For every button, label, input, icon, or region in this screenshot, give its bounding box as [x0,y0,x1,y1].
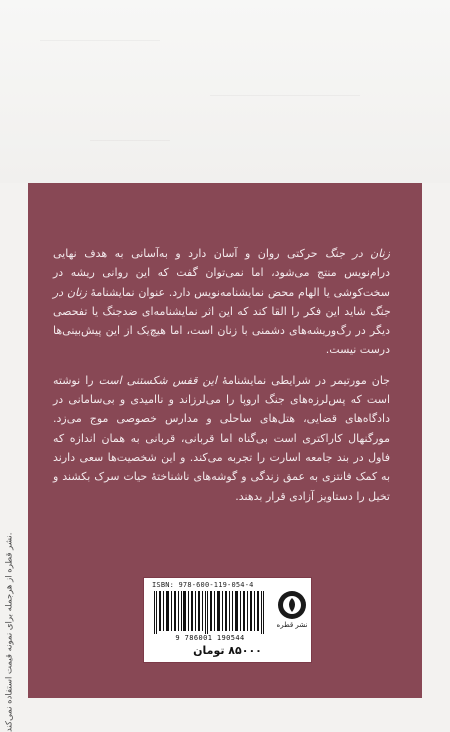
barcode-panel [143,577,312,663]
barcode-digits: 9 786001 190544 [152,634,268,642]
paper-texture [40,40,160,41]
blurb-paragraph-1: زنان در جنگ حرکتی روان و آسان دارد و به‌آسانی به هدف نهایی درام‌نویس منتج می‌شود، اما نمی‌توان گفت که این روانی ریشه در سخت‌کوشی یا الهام محض نمایشنامه‌نویس دارد. عنوان نمایشنامهٔ زنان در جنگ شاید این فکر را القا کند که این اثر نمایشنامه‌ای ضدجنگ یا تفحصی دیگر در رگ‌وریشه‌های دشمنی با زنان است، اما هیچ‌یک از این پیش‌بینی‌ها درست نیست. [53,247,390,357]
paper-texture [90,140,170,141]
play-title: زنان در جنگ [325,247,390,260]
isbn-text: ISBN: 978-600-119-054-4 [152,581,254,589]
cover-top-paper [0,0,450,183]
publisher-logo [275,590,309,642]
barcode-icon [152,591,268,635]
play-title: زنان در جنگ [53,285,390,318]
play-title: این قفس شکستنی است [98,373,218,387]
blurb-text [53,244,390,506]
publisher-name: نشر قطره [276,621,308,629]
paper-texture [210,95,360,96]
price-label: ۸۵۰۰۰ تومان [193,644,262,657]
blurb-paragraph-2: جان مورتیمر در شرایطی نمایشنامهٔ این قفس شکستنی است را نوشته است که پس‌لرزه‌های جنگ اروپا را می‌لرزاند و ناامیدی و بی‌سامانی در دادگاه‌های قضایی، هتل‌های ساحلی و مدارس خصوصی موج می‌زد. مورگنهال کاراکتری است بی‌گناه اما قربانی، قربانی به همان اندازه که فاول در بند جامعه اسارت را تجربه می‌کند. و این شخصیت‌ها سعی دارند به کمک فانتزی به عمق زندگی و گوشه‌های ناشناختهٔ حیات سرک بکشند و تخیل را دستاویز آزادی قرار بدهند. [53,373,390,503]
side-note: نشر قطره از هرجمله برای نمونه قیمت استفاده نمی‌کند. [4,532,15,732]
publisher-logo-icon [277,590,307,620]
